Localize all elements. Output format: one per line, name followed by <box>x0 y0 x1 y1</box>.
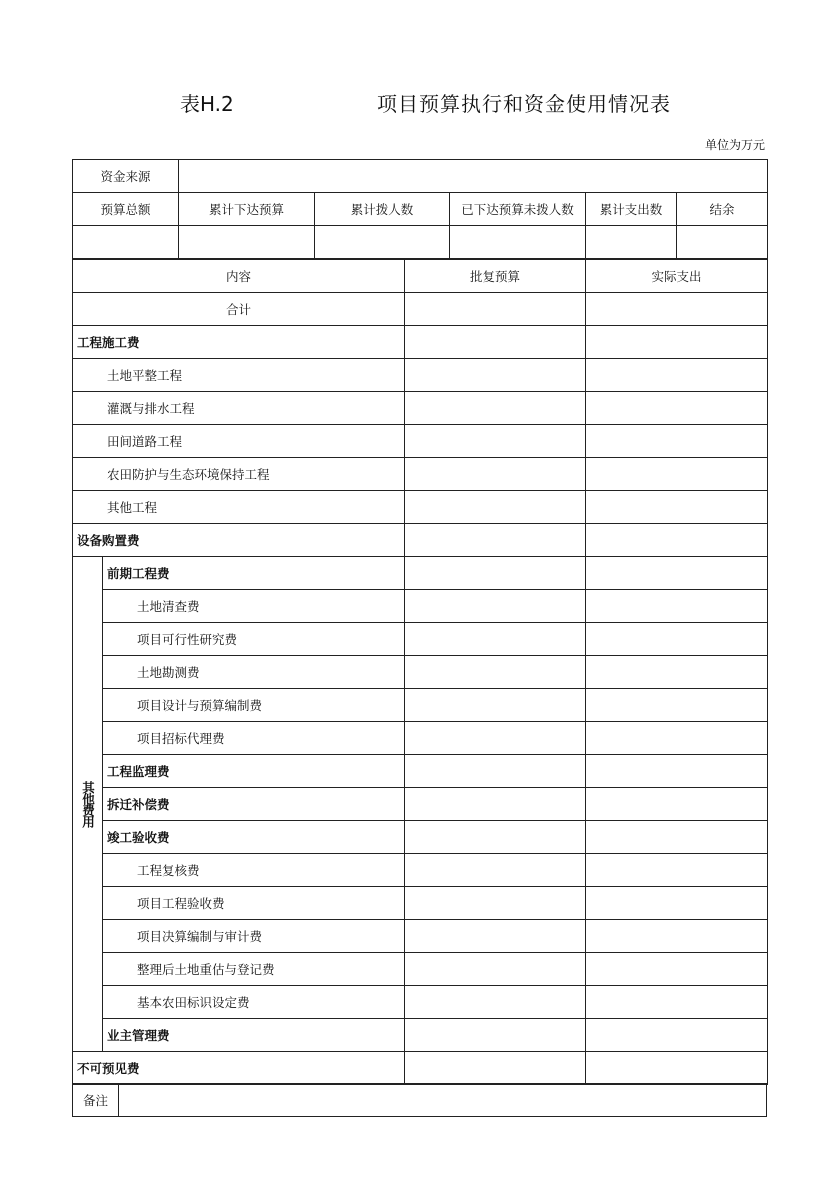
col-header: 累计拨人数 <box>315 193 450 226</box>
actual-value-cell[interactable] <box>586 623 768 656</box>
row-label: 项目设计与预算编制费 <box>103 689 405 722</box>
actual-value-cell[interactable] <box>586 656 768 689</box>
actual-value-cell[interactable] <box>586 557 768 590</box>
detail-table <box>72 259 768 1085</box>
source-value-cell[interactable] <box>179 160 768 193</box>
actual-value-cell[interactable] <box>586 359 768 392</box>
col-header-content: 内容 <box>73 260 405 293</box>
note-label: 备注 <box>73 1084 119 1117</box>
total-label: 合计 <box>73 293 405 326</box>
table-row <box>73 953 768 986</box>
col-header: 累计下达预算 <box>179 193 315 226</box>
actual-value-cell[interactable] <box>586 590 768 623</box>
table-row <box>73 524 768 557</box>
actual-value-cell[interactable] <box>586 722 768 755</box>
note-table <box>72 1083 767 1117</box>
table-row <box>73 458 768 491</box>
row-label: 设备购置费 <box>73 524 405 557</box>
row-label: 项目招标代理费 <box>103 722 405 755</box>
approved-value-cell[interactable] <box>405 887 586 920</box>
value-cell[interactable] <box>450 226 586 259</box>
value-cell[interactable] <box>179 226 315 259</box>
approved-value-cell[interactable] <box>405 821 586 854</box>
table-row <box>73 656 768 689</box>
approved-value-cell[interactable] <box>405 557 586 590</box>
row-label: 竣工验收费 <box>103 821 405 854</box>
approved-value-cell[interactable] <box>405 1052 586 1085</box>
approved-value-cell[interactable] <box>405 689 586 722</box>
actual-value-cell[interactable] <box>586 1019 768 1052</box>
approved-value-cell[interactable] <box>405 590 586 623</box>
table-row <box>73 1019 768 1052</box>
table-row <box>73 425 768 458</box>
approved-value-cell[interactable] <box>405 326 586 359</box>
approved-value-cell[interactable] <box>405 491 586 524</box>
approved-value-cell[interactable] <box>405 854 586 887</box>
actual-value-cell[interactable] <box>586 326 768 359</box>
value-cell[interactable] <box>405 293 586 326</box>
table-row <box>73 1052 768 1085</box>
table-code: 表H.2 <box>180 92 234 116</box>
table-row <box>73 986 768 1019</box>
table-row <box>73 491 768 524</box>
col-header: 已下达预算未拨人数 <box>450 193 586 226</box>
row-label: 土地勘测费 <box>103 656 405 689</box>
approved-value-cell[interactable] <box>405 920 586 953</box>
row-label: 工程监理费 <box>103 755 405 788</box>
actual-value-cell[interactable] <box>586 854 768 887</box>
row-label: 农田防护与生态环境保持工程 <box>73 458 405 491</box>
actual-value-cell[interactable] <box>586 953 768 986</box>
unit-label: 单位为万元 <box>704 138 765 152</box>
row-label: 整理后土地重估与登记费 <box>103 953 405 986</box>
table-row <box>73 755 768 788</box>
summary-table <box>72 159 768 259</box>
actual-value-cell[interactable] <box>586 458 768 491</box>
row-label: 项目决算编制与审计费 <box>103 920 405 953</box>
actual-value-cell[interactable] <box>586 821 768 854</box>
approved-value-cell[interactable] <box>405 656 586 689</box>
value-cell[interactable] <box>677 226 768 259</box>
table-row <box>73 689 768 722</box>
row-label: 工程复核费 <box>103 854 405 887</box>
source-label: 资金来源 <box>73 160 179 193</box>
actual-value-cell[interactable] <box>586 1052 768 1085</box>
approved-value-cell[interactable] <box>405 524 586 557</box>
value-cell[interactable] <box>73 226 179 259</box>
table-row <box>73 722 768 755</box>
col-header: 预算总额 <box>73 193 179 226</box>
table-row <box>73 920 768 953</box>
row-label: 其他工程 <box>73 491 405 524</box>
group-label: 其他费用 <box>73 557 103 1052</box>
table-row <box>73 821 768 854</box>
actual-value-cell[interactable] <box>586 491 768 524</box>
approved-value-cell[interactable] <box>405 755 586 788</box>
actual-value-cell[interactable] <box>586 887 768 920</box>
row-label: 田间道路工程 <box>73 425 405 458</box>
table-row <box>73 392 768 425</box>
row-label: 业主管理费 <box>103 1019 405 1052</box>
col-header: 累计支出数 <box>586 193 677 226</box>
actual-value-cell[interactable] <box>586 986 768 1019</box>
table-row <box>73 359 768 392</box>
actual-value-cell[interactable] <box>586 920 768 953</box>
value-cell[interactable] <box>315 226 450 259</box>
table-row <box>73 887 768 920</box>
row-label: 项目可行性研究费 <box>103 623 405 656</box>
table-row <box>73 326 768 359</box>
col-header-approved: 批复预算 <box>405 260 586 293</box>
approved-value-cell[interactable] <box>405 1019 586 1052</box>
approved-value-cell[interactable] <box>405 986 586 1019</box>
table-row <box>73 590 768 623</box>
page-title: 项目预算执行和资金使用情况表 <box>377 92 671 116</box>
table-row <box>73 623 768 656</box>
row-label: 不可预见费 <box>73 1052 405 1085</box>
note-cell[interactable] <box>119 1084 767 1117</box>
actual-value-cell[interactable] <box>586 689 768 722</box>
value-cell[interactable] <box>586 293 768 326</box>
actual-value-cell[interactable] <box>586 755 768 788</box>
approved-value-cell[interactable] <box>405 722 586 755</box>
row-label: 土地清查费 <box>103 590 405 623</box>
approved-value-cell[interactable] <box>405 953 586 986</box>
table-row <box>73 854 768 887</box>
col-header-actual: 实际支出 <box>586 260 768 293</box>
actual-value-cell[interactable] <box>586 524 768 557</box>
approved-value-cell[interactable] <box>405 392 586 425</box>
approved-value-cell[interactable] <box>405 359 586 392</box>
actual-value-cell[interactable] <box>586 392 768 425</box>
actual-value-cell[interactable] <box>586 788 768 821</box>
approved-value-cell[interactable] <box>405 458 586 491</box>
col-header: 结余 <box>677 193 768 226</box>
row-label: 前期工程费 <box>103 557 405 590</box>
approved-value-cell[interactable] <box>405 788 586 821</box>
row-label: 灌溉与排水工程 <box>73 392 405 425</box>
table-row <box>73 557 768 590</box>
actual-value-cell[interactable] <box>586 425 768 458</box>
row-label: 工程施工费 <box>73 326 405 359</box>
approved-value-cell[interactable] <box>405 623 586 656</box>
approved-value-cell[interactable] <box>405 425 586 458</box>
row-label: 基本农田标识设定费 <box>103 986 405 1019</box>
row-label: 土地平整工程 <box>73 359 405 392</box>
row-label: 项目工程验收费 <box>103 887 405 920</box>
table-row <box>73 788 768 821</box>
value-cell[interactable] <box>586 226 677 259</box>
row-label: 拆迁补偿费 <box>103 788 405 821</box>
